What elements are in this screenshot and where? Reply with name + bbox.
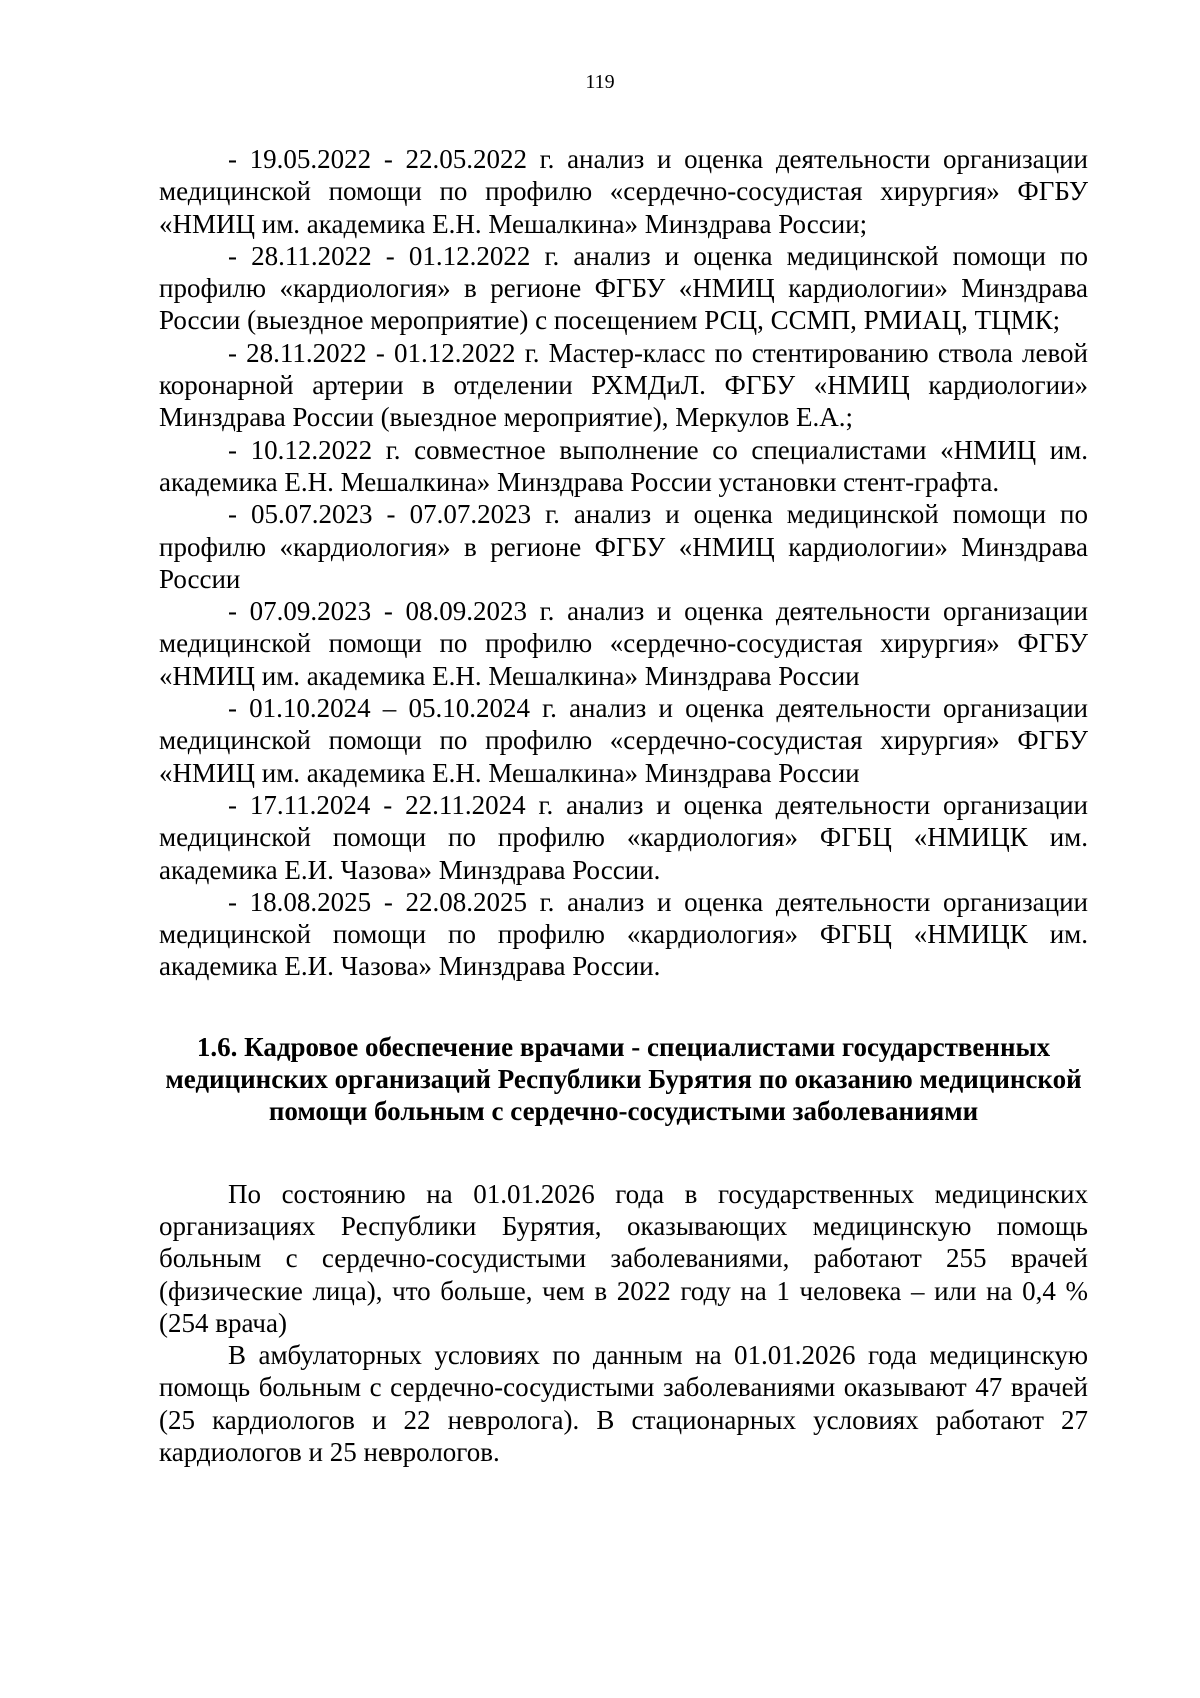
section-body bbox=[159, 1178, 1088, 1469]
event-item: - 19.05.2022 - 22.05.2022 г. анализ и оценка деятельности организации медицинской помощи по профилю «сердечно-сосудистая хирургия» ФГБУ «НМИЦ им. академика Е.Н. Мешалкина» Минздрава России; bbox=[159, 144, 1088, 239]
document-body bbox=[159, 143, 1088, 1468]
event-item: - 05.07.2023 - 07.07.2023 г. анализ и оценка медицинской помощи по профилю «кардиология» в регионе ФГБУ «НМИЦ кардиологии» Минздрава России bbox=[159, 499, 1088, 594]
page-number: 119 bbox=[585, 71, 615, 93]
body-paragraph: В амбулаторных условиях по данным на 01.01.2026 года медицинскую помощь больным с сердечно-сосудистыми заболеваниями оказывают 47 врачей (25 кардиологов и 22 невролога). В стационарных условиях работают 27 кардиологов и 25 неврологов. bbox=[159, 1340, 1088, 1467]
event-item: - 01.10.2024 – 05.10.2024 г. анализ и оценка деятельности организации медицинской помощи по профилю «сердечно-сосудистая хирургия» ФГБУ «НМИЦ им. академика Е.Н. Мешалкина» Минздрава России bbox=[159, 693, 1088, 788]
section-heading: 1.6. Кадровое обеспечение врачами - специалистами государственных медицинских организаций Республики Бурятия по оказанию медицинской помощи больным с сердечно-сосудистыми заболеваниями bbox=[165, 1031, 1082, 1127]
body-paragraph: По состоянию на 01.01.2026 года в государственных медицинских организациях Республики Бурятия, оказывающих медицинскую помощь больным с сердечно-сосудистыми заболеваниями, работают 255 врачей (физические лица), что больше, чем в 2022 году на 1 человека – или на 0,4 % (254 врача) bbox=[159, 1178, 1088, 1338]
event-item: - 10.12.2022 г. совместное выполнение со специалистами «НМИЦ им. академика Е.Н. Мешалкина» Минздрава России установки стент-графта. bbox=[159, 434, 1088, 497]
event-item: - 18.08.2025 - 22.08.2025 г. анализ и оценка деятельности организации медицинской помощи по профилю «кардиология» ФГБЦ «НМИЦК им. академика Е.И. Чазова» Минздрава России. bbox=[159, 886, 1088, 982]
event-item: - 17.11.2024 - 22.11.2024 г. анализ и оценка деятельности организации медицинской помощи по профилю «кардиология» ФГБЦ «НМИЦК им. академика Е.И. Чазова» Минздрава России. bbox=[159, 789, 1088, 885]
event-item: - 28.11.2022 - 01.12.2022 г. Мастер-класс по стентированию ствола левой коронарной артерии в отделении РХМДиЛ. ФГБУ «НМИЦ кардиологии» Минздрава России (выездное мероприятие), Меркулов Е.А.; bbox=[159, 337, 1088, 433]
event-item: - 28.11.2022 - 01.12.2022 г. анализ и оценка медицинской помощи по профилю «кардиология» в регионе ФГБУ «НМИЦ кардиологии» Минздрава России (выездное мероприятие) с посещением РСЦ, ССМП, РМИАЦ, ТЦМК; bbox=[159, 240, 1088, 336]
event-item: - 07.09.2023 - 08.09.2023 г. анализ и оценка деятельности организации медицинской помощи по профилю «сердечно-сосудистая хирургия» ФГБУ «НМИЦ им. академика Е.Н. Мешалкина» Минздрава России bbox=[159, 596, 1088, 691]
